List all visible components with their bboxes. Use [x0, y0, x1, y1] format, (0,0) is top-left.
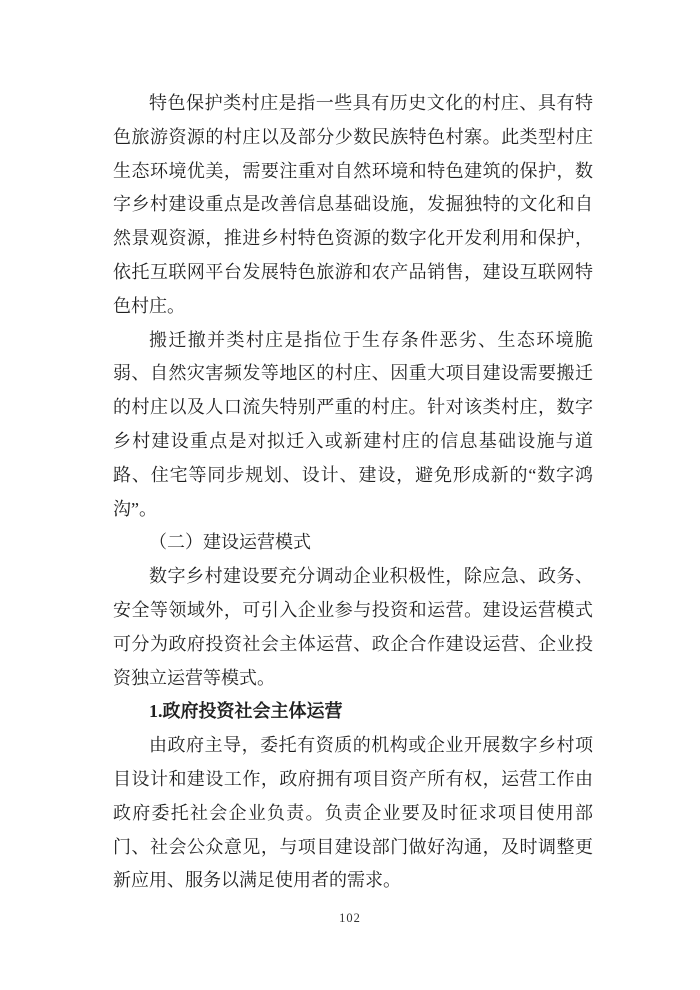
text-line: 乡村建设重点是对拟迁入或新建村庄的信息基础设施与道: [113, 430, 593, 451]
text-line: 目设计和建设工作，政府拥有项目资产所有权，运营工作由: [113, 768, 593, 789]
text-line: 依托互联网平台发展特色旅游和农产品销售，建设互联网特: [113, 261, 593, 282]
text-line: 的村庄以及人口流失特别严重的村庄。针对该类村庄，数字: [113, 397, 593, 418]
text-line: 路、住宅等同步规划、设计、建设，避免形成新的“数字鸿: [113, 464, 593, 485]
text-line: 生态环境优美，需要注重对自然环境和特色建筑的保护，数: [113, 160, 593, 181]
text-line: 资独立运营等模式。: [113, 667, 275, 688]
text-line: 门、社会公众意见，与项目建设部门做好沟通，及时调整更: [113, 836, 593, 857]
text-line: 新应用、服务以满足使用者的需求。: [113, 870, 401, 891]
text-line: 字乡村建设重点是改善信息基础设施，发掘独特的文化和自: [113, 194, 593, 215]
text-line: 可分为政府投资社会主体运营、政企合作建设运营、企业投: [113, 633, 593, 654]
subsection-heading: 1.政府投资社会主体运营: [149, 701, 343, 722]
text-line: 特色保护类村庄是指一些具有历史文化的村庄、具有特: [149, 93, 593, 113]
text-line: 政府委托社会企业负责。负责企业要及时征求项目使用部: [113, 802, 593, 823]
page-number: 102: [339, 911, 361, 925]
text-line: 沟”。: [113, 498, 157, 519]
text-line: 然景观资源，推进乡村特色资源的数字化开发利用和保护，: [113, 228, 593, 249]
text-line: 数字乡村建设要充分调动企业积极性，除应急、政务、: [149, 566, 593, 587]
section-heading: （二）建设运营模式: [149, 532, 311, 553]
text-line: 色旅游资源的村庄以及部分少数民族特色村寨。此类型村庄: [113, 126, 593, 147]
text-line: 安全等领域外，可引入企业参与投资和运营。建设运营模式: [113, 599, 593, 620]
text-line: 色村庄。: [113, 295, 185, 316]
paragraph-government-investment: [113, 729, 593, 898]
paragraph-operation-modes: [113, 560, 593, 695]
paragraph-relocated-villages: [113, 324, 593, 527]
document-content: [113, 87, 593, 898]
text-line: 由政府主导，委托有资质的机构或企业开展数字乡村项: [149, 735, 593, 756]
paragraph-special-protection-villages: [113, 87, 593, 324]
text-line: 弱、自然灾害频发等地区的村庄、因重大项目建设需要搬迁: [113, 363, 593, 384]
text-line: 搬迁撤并类村庄是指位于生存条件恶劣、生态环境脆: [149, 329, 593, 350]
